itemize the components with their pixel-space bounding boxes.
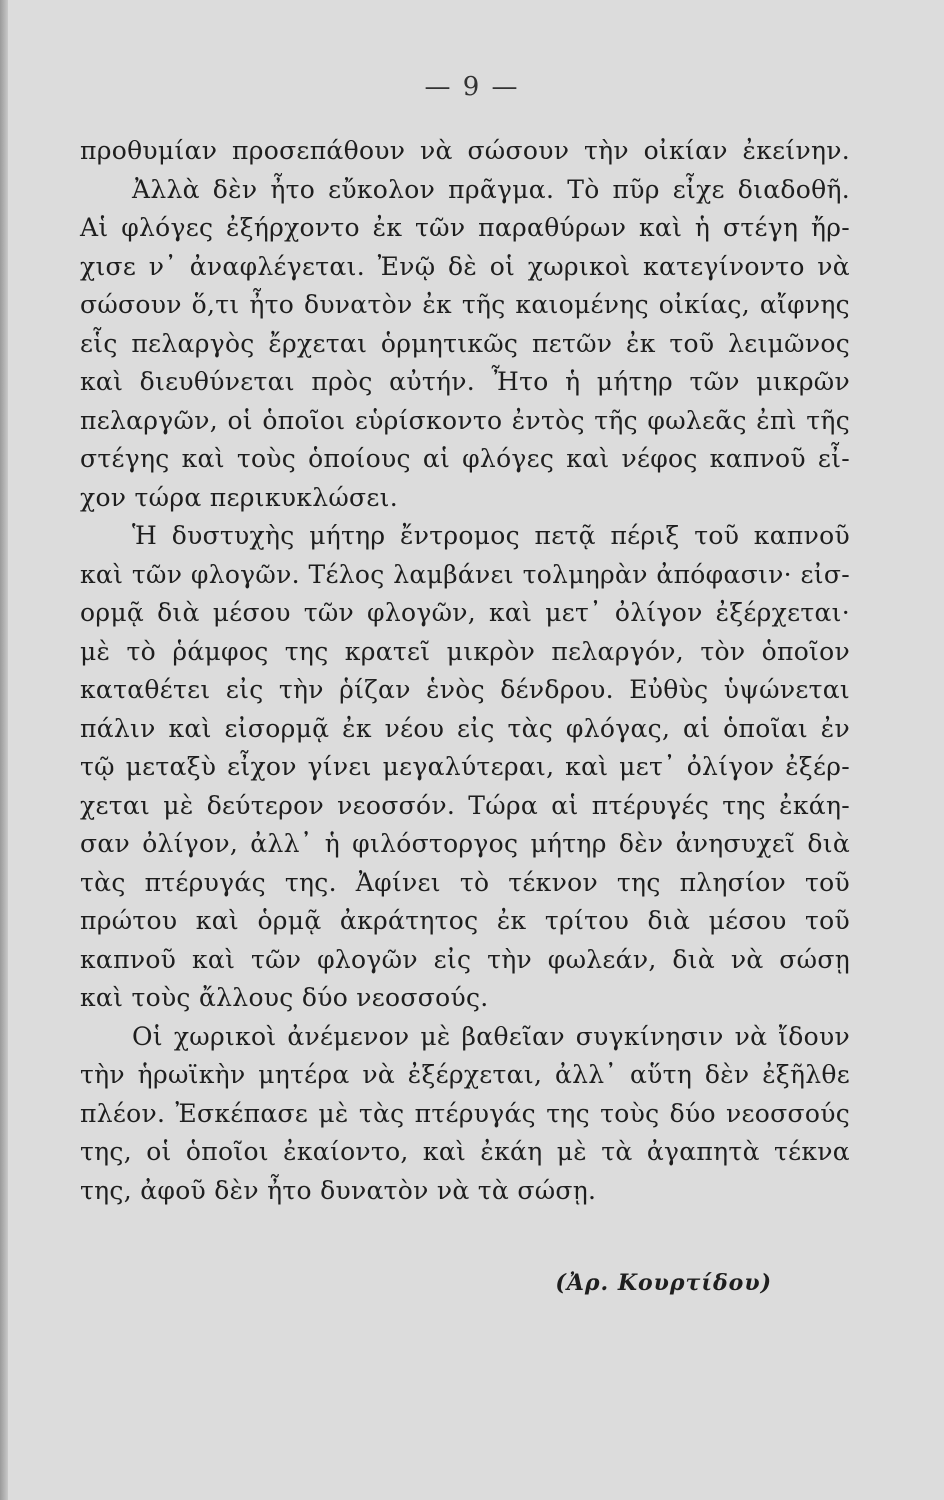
text-line: στέγης καὶ τοὺς ὁποίους αἱ φλόγες καὶ νέφος καπνοῦ εἶ- xyxy=(80,444,850,473)
text-line: πάλιν καὶ εἰσορμᾷ ἐκ νέου εἰς τὰς φλόγας, αἱ ὁποῖαι ἐν xyxy=(80,713,850,743)
text-line: της, οἱ ὁποῖοι ἐκαίοντο, καὶ ἐκάη μὲ τὰ ἀγαπητὰ τέκνα xyxy=(80,1137,850,1166)
text-line: προθυμίαν προσεπάθουν νὰ σώσουν τὴν οἰκίαν ἐκείνην. xyxy=(80,136,850,165)
text-line: Αἱ φλόγες ἐξήρχοντο ἐκ τῶν παραθύρων καὶ ἡ στέγη ἤρ- xyxy=(80,213,850,242)
body-text xyxy=(80,132,850,1210)
text-line: χεται μὲ δεύτερον νεοσσόν. Τώρα αἱ πτέρυγές της ἐκάη- xyxy=(80,790,850,820)
page-number: — 9 — xyxy=(424,72,520,102)
text-line: καὶ τοὺς ἄλλους δύο νεοσσούς. xyxy=(80,983,489,1012)
text-line: χισε ν᾽ ἀναφλέγεται. Ἐνῷ δὲ οἱ χωρικοὶ κατεγίνοντο νὰ xyxy=(80,251,850,281)
text-line: Ἀλλὰ δὲν ἦτο εὔκολον πρᾶγμα. Τὸ πῦρ εἶχε διαδοθῆ. xyxy=(132,174,850,204)
text-line: σαν ὀλίγον, ἀλλ᾽ ἡ φιλόστοργος μήτηρ δὲν ἀνησυχεῖ διὰ xyxy=(80,829,850,858)
text-line: τὰς πτέρυγάς της. Ἀφίνει τὸ τέκνον της πλησίον τοῦ xyxy=(80,867,850,897)
text-line: πρώτου καὶ ὁρμᾷ ἀκράτητος ἐκ τρίτου διὰ μέσου τοῦ xyxy=(80,906,850,935)
text-line: τὴν ἡρωϊκὴν μητέρα νὰ ἐξέρχεται, ἀλλ᾽ αὕτη δὲν ἐξῆλθε xyxy=(80,1060,850,1089)
text-line: καὶ τῶν φλογῶν. Τέλος λαμβάνει τολμηρὰν ἀπόφασιν· εἰσ- xyxy=(80,559,850,589)
text-line: Ἡ δυστυχὴς μήτηρ ἔντρομος πετᾷ πέριξ τοῦ καπνοῦ xyxy=(132,521,850,550)
text-line: εἷς πελαργὸς ἔρχεται ὁρμητικῶς πετῶν ἐκ τοῦ λειμῶνος xyxy=(80,328,850,358)
text-line: σώσουν ὅ,τι ἦτο δυνατὸν ἐκ τῆς καιομένης οἰκίας, αἴφνης xyxy=(80,290,850,319)
text-line: πελαργῶν, οἱ ὁποῖοι εὑρίσκοντο ἐντὸς τῆς φωλεᾶς ἐπὶ τῆς xyxy=(80,405,850,435)
text-line: καπνοῦ καὶ τῶν φλογῶν εἰς τὴν φωλεάν, διὰ νὰ σώσῃ xyxy=(80,944,850,974)
text-line: καὶ διευθύνεται πρὸς αὐτήν. Ἦτο ἡ μήτηρ τῶν μικρῶν xyxy=(80,367,850,396)
text-line: Οἱ χωρικοὶ ἀνέμενον μὲ βαθεῖαν συγκίνησιν νὰ ἴδουν xyxy=(132,1021,850,1051)
text-line: πλέον. Ἐσκέπασε μὲ τὰς πτέρυγάς της τοὺς δύο νεοσσούς xyxy=(80,1098,850,1128)
text-line: μὲ τὸ ῥάμφος της κρατεῖ μικρὸν πελαργόν, τὸν ὁποῖον xyxy=(80,636,850,666)
text-line: ορμᾷ διὰ μέσου τῶν φλογῶν, καὶ μετ᾽ ὀλίγον ἐξέρχεται· xyxy=(80,598,850,627)
text-line: της, ἀφοῦ δὲν ἦτο δυνατὸν νὰ τὰ σώσῃ. xyxy=(80,1175,597,1205)
author-attribution: (Ἀρ. Κουρτίδου) xyxy=(555,1270,772,1296)
text-line: καταθέτει εἰς τὴν ῥίζαν ἑνὸς δένδρου. Εὐθὺς ὑψώνεται xyxy=(80,675,850,704)
text-line: χον τώρα περικυκλώσει. xyxy=(80,482,399,512)
text-line: τῷ μεταξὺ εἶχον γίνει μεγαλύτεραι, καὶ μετ᾽ ὀλίγον ἐξέρ- xyxy=(80,752,850,781)
binding-edge xyxy=(0,0,8,1500)
